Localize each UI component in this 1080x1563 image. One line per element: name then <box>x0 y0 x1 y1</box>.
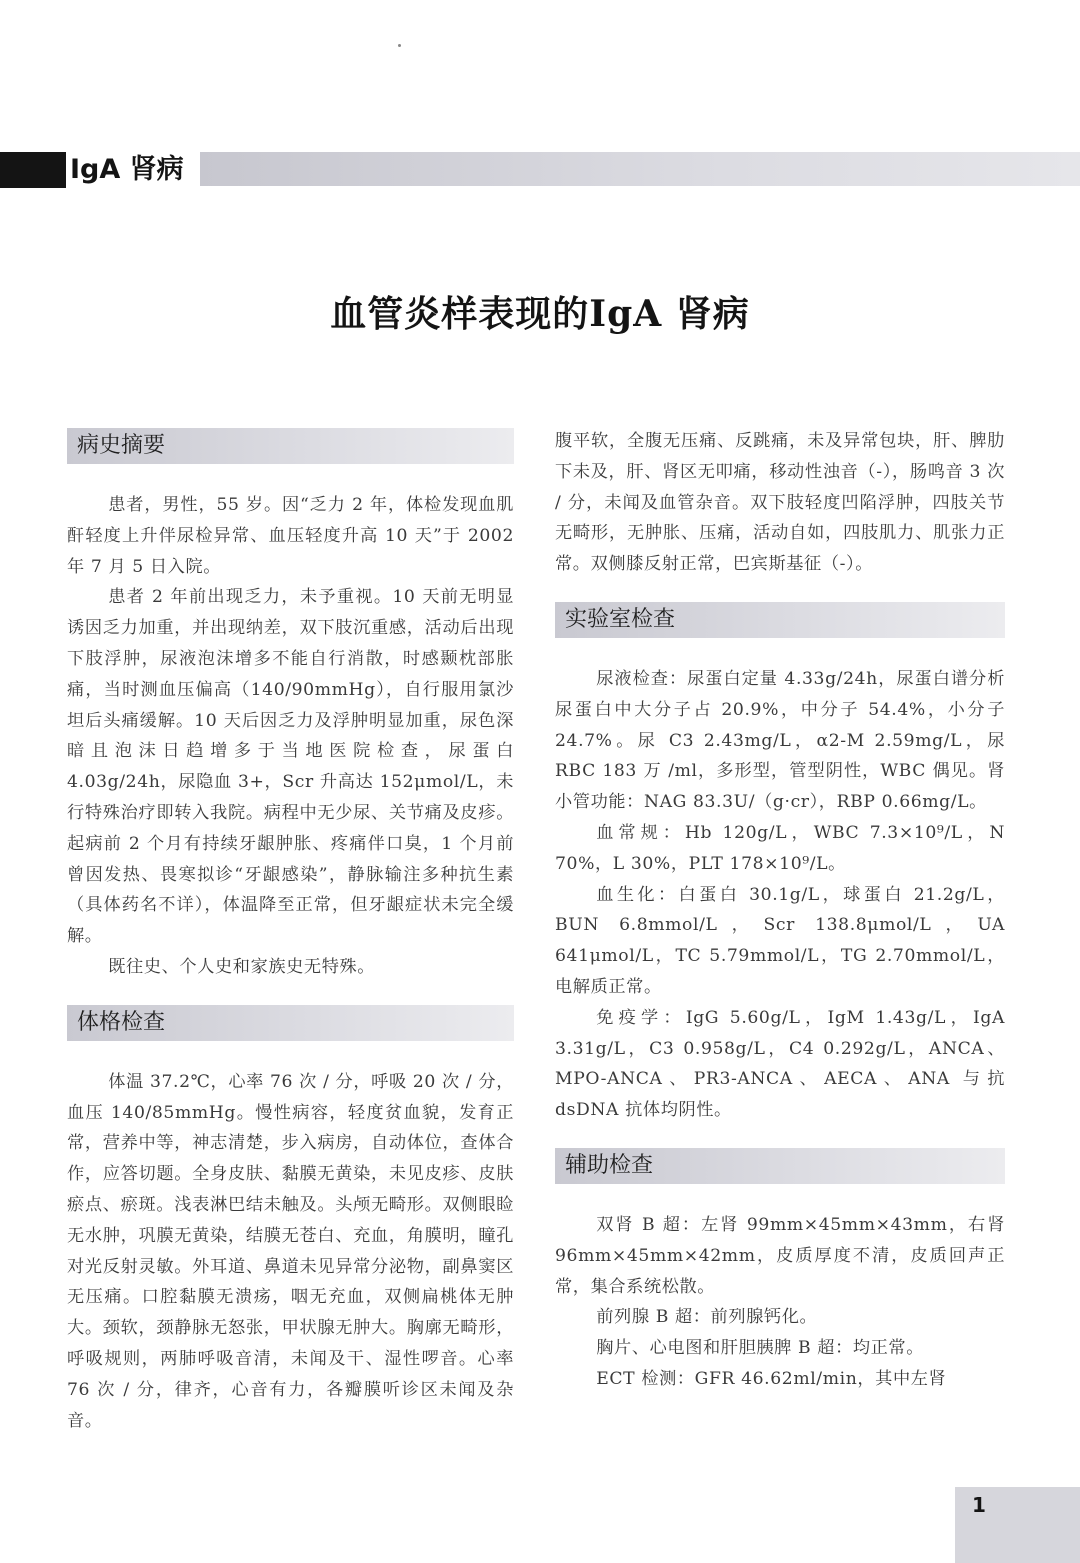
header-gray-band <box>200 152 1080 186</box>
page-number: 1 <box>972 1493 986 1517</box>
physical-exam-paragraph: 体温 37.2℃，心率 76 次 / 分，呼吸 20 次 / 分，血压 140/85mmHg。慢性病容，轻度贫血貌，发育正常，营养中等，神志清楚，步入病房，自动体位，查体合作，应答切题。全身皮肤、黏膜无黄染，未见皮疹、皮肤瘀点、瘀斑。浅表淋巴结未触及。头颅无畸形。双侧眼睑无水肿，巩膜无黄染，结膜无苍白、充血，角膜明，瞳孔对光反射灵敏。外耳道、鼻道未见异常分泌物，副鼻窦区无压痛。口腔黏膜无溃疡，咽无充血，双侧扁桃体无肿大。颈软，颈静脉无怒张，甲状腺无肿大。胸廓无畸形，呼吸规则，两肺呼吸音清，未闻及干、湿性啰音。心率 76 次 / 分，律齐，心音有力，各瓣膜听诊区未闻及杂音。 <box>67 1071 514 1431</box>
section-heading-lab: 实验室检查 <box>555 602 1005 638</box>
aux-prostate-ultrasound: 前列腺 B 超：前列腺钙化。 <box>596 1307 818 1328</box>
history-paragraph-2: 患者 2 年前出现乏力，未予重视。10 天前无明显诱因乏力加重，并出现纳差，双下肢沉重感，活动后出现下肢浮肿，尿液泡沫增多不能自行消散，时感颞枕部胀痛，当时测血压偏高（140/90mmHg），自行服用氯沙坦后头痛缓解。10 天后因乏力及浮肿明显加重，尿色深暗且泡沫日趋增多于当地医院检查，尿蛋白 4.03g/24h，尿隐血 3+，Scr 升高达 152μmol/L，未行特殊治疗即转入我院。病程中无少尿、关节痛及皮疹。起病前 2 个月有持续牙龈肿胀、疼痛伴口臭，1 个月前曾因发热、畏寒拟诊“牙龈感染”，静脉输注多种抗生素（具体药名不详），体温降至正常，但牙龈症状未完全缓解。 <box>67 587 514 947</box>
lab-immunology: 免疫学：IgG 5.60g/L，IgM 1.43g/L，IgA 3.31g/L，C3 0.958g/L，C4 0.292g/L，ANCA、MPO-ANCA、PR3-ANCA、AECA、ANA 与抗 dsDNA 抗体均阴性。 <box>555 1007 1005 1121</box>
section-gap <box>555 580 1005 602</box>
section-heading-physical-exam: 体格检查 <box>67 1005 514 1041</box>
history-paragraph-3: 既往史、个人史和家族史无特殊。 <box>108 956 376 977</box>
aux-kidney-ultrasound: 双肾 B 超：左肾 99mm×45mm×43mm，右肾 96mm×45mm×42mm，皮质厚度不清，皮质回声正常，集合系统松散。 <box>555 1214 1005 1297</box>
chapter-label: IgA 肾病 <box>70 154 184 185</box>
section-heading-history: 病史摘要 <box>67 428 514 464</box>
aux-other-exams: 胸片、心电图和肝胆胰脾 B 超：均正常。 <box>596 1338 925 1359</box>
left-column <box>67 428 514 1436</box>
right-column <box>555 426 1005 1395</box>
header-black-block <box>0 152 60 188</box>
article-title: 血管炎样表现的IgA 肾病 <box>330 293 750 335</box>
section-gap <box>555 1126 1005 1148</box>
lab-blood-routine: 血常规：Hb 120g/L，WBC 7.3×10⁹/L，N 70%，L 30%，PLT 178×10⁹/L。 <box>555 822 1005 874</box>
physical-exam-continuation: 腹平软，全腹无压痛、反跳痛，未及异常包块，肝、脾肋下未及，肝、肾区无叩痛，移动性浊音（-），肠鸣音 3 次 / 分，未闻及血管杂音。双下肢轻度凹陷浮肿，四肢关节无畸形，无肿胀、压痛，活动自如，四肢肌力、肌张力正常。双侧膝反射正常，巴宾斯基征（-）。 <box>555 431 1005 575</box>
aux-ect: ECT 检测：GFR 46.62ml/min，其中左肾 <box>596 1368 947 1389</box>
scan-speck <box>398 44 401 47</box>
chapter-header <box>0 150 1080 194</box>
lab-biochemistry: 血生化：白蛋白 30.1g/L，球蛋白 21.2g/L，BUN 6.8mmol/L，Scr 138.8μmol/L，UA 641μmol/L，TC 5.79mmol/L，TG 2.70mmol/L，电解质正常。 <box>555 884 1005 997</box>
section-heading-auxiliary: 辅助检查 <box>555 1148 1005 1184</box>
history-paragraph-1: 患者，男性，55 岁。因“乏力 2 年，体检发现血肌酐轻度上升伴尿检异常、血压轻度升高 10 天”于 2002 年 7 月 5 日入院。 <box>67 495 514 577</box>
lab-urine: 尿液检查：尿蛋白定量 4.33g/24h，尿蛋白谱分析尿蛋白中大分子占 20.9%，中分子 54.4%，小分子 24.7%。尿 C3 2.43mg/L，α2-M 2.59mg/L，尿 RBC 183 万 /ml，多形型，管型阴性，WBC 偶见。肾小管功能：NAG 83.3U/（g·cr），RBP 0.66mg/L。 <box>555 668 1005 813</box>
section-gap <box>67 983 514 1005</box>
